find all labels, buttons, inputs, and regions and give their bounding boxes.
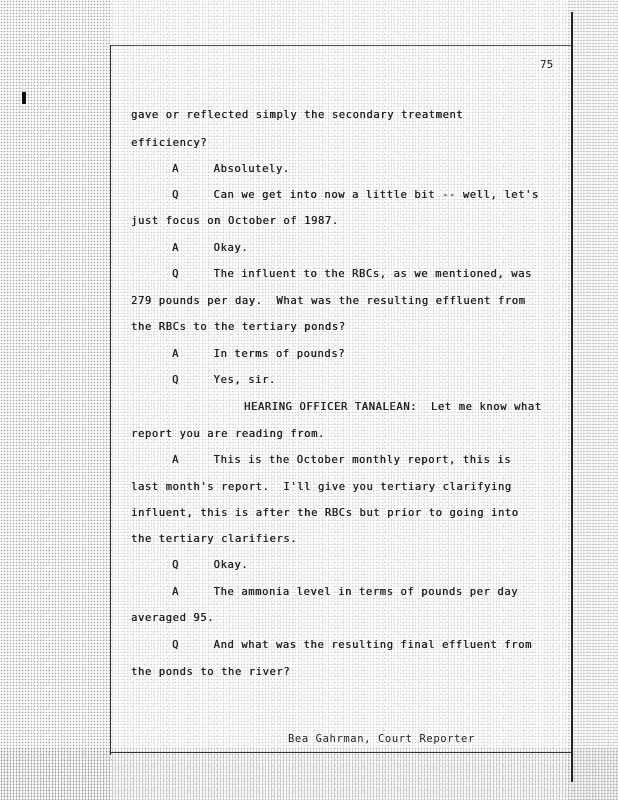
page-frame-top	[110, 45, 572, 46]
transcript-line: Q The influent to the RBCs, as we mentioned, was	[172, 268, 532, 280]
transcript-line: 279 pounds per day. What was the resulting effluent from	[131, 295, 526, 307]
scan-noise-right-edge	[568, 0, 618, 800]
transcript-line: report you are reading from.	[131, 428, 325, 440]
transcript-line: efficiency?	[131, 137, 208, 149]
transcript-line: A Okay.	[172, 242, 249, 254]
transcript-line: A The ammonia level in terms of pounds per day	[172, 586, 519, 598]
transcript-line: Q Can we get into now a little bit -- well, let's	[172, 189, 539, 201]
transcript-line: last month's report. I'll give you tertiary clarifying	[131, 481, 512, 493]
transcript-line: A Absolutely.	[172, 163, 290, 175]
page-number: 75	[540, 58, 554, 71]
transcript-line: averaged 95.	[131, 612, 215, 624]
transcript-line: just focus on October of 1987.	[131, 215, 339, 227]
transcript-line: the ponds to the river?	[131, 666, 291, 678]
transcript-line: influent, this is after the RBCs but prior to going into	[131, 507, 519, 519]
transcript-line: gave or reflected simply the secondary treatment	[131, 109, 464, 121]
transcript-line: the tertiary clarifiers.	[131, 533, 298, 545]
transcript-line: the RBCs to the tertiary ponds?	[131, 321, 346, 333]
page-frame-right	[571, 12, 573, 782]
page-frame-bottom	[110, 752, 572, 753]
scan-noise-bottom-edge	[0, 748, 618, 800]
transcript-line: HEARING OFFICER TANALEAN: Let me know what	[244, 401, 542, 413]
transcript-line: Q Okay.	[172, 559, 249, 571]
transcript-line: Q And what was the resulting final effluent from	[172, 639, 532, 651]
transcript-line: A In terms of pounds?	[172, 348, 346, 360]
transcript-line: A This is the October monthly report, this is	[172, 454, 512, 466]
transcript-line: Q Yes, sir.	[172, 374, 276, 386]
page-frame-left	[110, 45, 111, 755]
scan-noise-left-edge	[0, 0, 110, 800]
court-reporter-footer: Bea Gahrman, Court Reporter	[288, 733, 475, 745]
margin-mark	[22, 92, 26, 104]
